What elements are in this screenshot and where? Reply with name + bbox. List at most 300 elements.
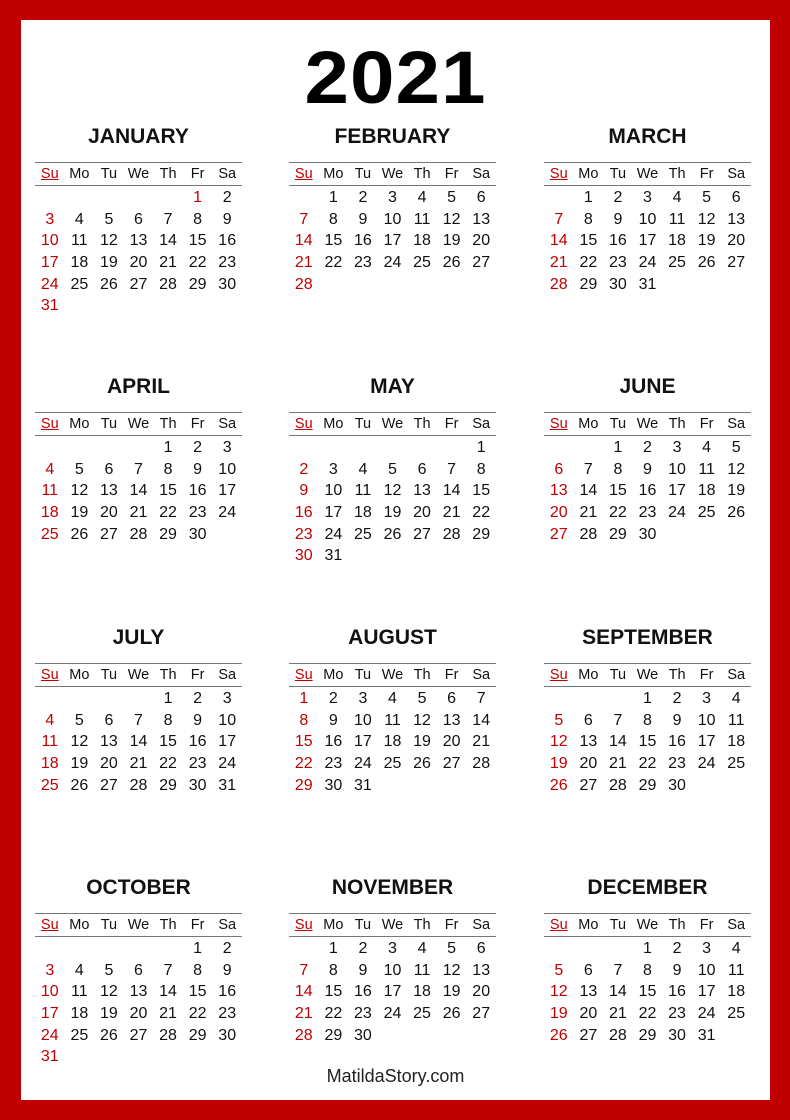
weekday-label: Fr [190, 166, 205, 182]
weekday-label: Fr [699, 416, 714, 432]
day-cell: 27 [100, 776, 118, 794]
month-title: JULY [112, 626, 165, 649]
day-cell: 15 [188, 232, 207, 250]
day-cell: 30 [638, 525, 657, 543]
day-cell: 20 [579, 1005, 598, 1023]
day-cell: 25 [668, 254, 686, 272]
day-cell: 2 [613, 189, 623, 206]
day-cell: 27 [129, 275, 148, 293]
day-cell: 15 [159, 482, 177, 500]
month-title: NOVEMBER [331, 876, 454, 899]
day-cell: 14 [472, 711, 491, 729]
day-cell: 1 [583, 189, 593, 206]
weekday-label: Tu [100, 166, 118, 182]
day-cell: 2 [672, 940, 682, 957]
day-cell: 23 [354, 254, 372, 272]
day-cell: 8 [613, 460, 623, 478]
day-cell: 30 [324, 776, 343, 794]
day-cell: 24 [40, 1026, 59, 1044]
weekday-label: Tu [609, 166, 627, 182]
day-cell: 20 [442, 733, 461, 751]
day-cell: 1 [328, 189, 338, 206]
day-cell: 6 [731, 189, 741, 206]
day-cell: 25 [354, 525, 372, 543]
weekday-header [35, 914, 242, 937]
day-cell: 28 [159, 275, 177, 293]
day-cell: 31 [697, 1026, 716, 1044]
day-cell: 3 [388, 940, 397, 957]
day-cell: 15 [579, 232, 598, 250]
day-cell: 23 [668, 1005, 686, 1023]
empty-cell [407, 437, 437, 459]
empty-cell [65, 688, 95, 710]
day-cell: 8 [328, 210, 338, 228]
day-cell: 8 [643, 961, 652, 979]
day-cell: 1 [163, 439, 173, 456]
day-cell: 8 [299, 711, 309, 729]
month-june [544, 372, 751, 545]
day-cell: 25 [727, 755, 746, 773]
day-cell: 14 [579, 482, 598, 500]
month-september [544, 623, 751, 796]
weekday-label: Sa [218, 166, 237, 182]
day-cell: 28 [294, 275, 313, 293]
weekday-label: Th [413, 667, 431, 683]
day-cell: 4 [672, 189, 682, 206]
empty-cell [94, 938, 124, 960]
day-cell: 6 [583, 711, 593, 729]
day-cell: 6 [417, 460, 427, 478]
calendar-sheet [21, 20, 770, 1100]
day-cell: 19 [727, 482, 746, 500]
day-cell: 14 [609, 733, 627, 751]
day-cell: 31 [354, 776, 372, 794]
weekday-header [35, 163, 242, 186]
month-april [35, 372, 242, 545]
day-cell: 11 [41, 733, 59, 751]
empty-cell [65, 437, 95, 459]
weekday-header [544, 163, 751, 186]
day-cell: 9 [643, 460, 652, 478]
day-cell: 27 [727, 254, 746, 272]
weekday-label: Mo [578, 166, 599, 182]
day-cell: 1 [299, 690, 309, 707]
day-cell: 26 [70, 776, 89, 794]
day-cell: 4 [417, 189, 427, 206]
month-january [35, 122, 242, 317]
day-cell: 7 [299, 961, 309, 979]
weekday-label: Tu [354, 667, 372, 683]
weekday-label: We [636, 166, 659, 182]
day-cell: 16 [218, 232, 237, 250]
day-cell: 27 [579, 1026, 598, 1044]
weekday-label: Sa [472, 667, 491, 683]
day-cell: 4 [358, 460, 368, 478]
weekday-label: We [381, 667, 404, 683]
day-cell: 5 [74, 711, 84, 729]
day-cell: 16 [294, 504, 313, 522]
day-cell: 2 [358, 189, 368, 206]
weekday-label: Mo [578, 917, 599, 933]
weekday-label: Su [40, 917, 59, 933]
day-cell: 12 [442, 961, 461, 979]
month-title: DECEMBER [587, 876, 708, 899]
day-cell: 1 [613, 439, 623, 456]
day-cell: 26 [100, 275, 118, 293]
weekday-label: We [381, 166, 404, 182]
day-cell: 19 [442, 232, 461, 250]
day-cell: 25 [727, 1005, 746, 1023]
day-cell: 1 [328, 940, 338, 957]
weekday-label: Th [668, 917, 686, 933]
day-cell: 28 [549, 275, 568, 293]
day-cell: 2 [222, 940, 232, 957]
weekday-label: Mo [323, 416, 344, 432]
weekday-label: Sa [218, 667, 237, 683]
weekday-label: We [127, 917, 150, 933]
day-cell: 26 [383, 525, 402, 543]
day-cell: 18 [383, 733, 402, 751]
month-title: MAY [370, 375, 415, 398]
day-cell: 16 [638, 482, 657, 500]
day-cell: 18 [697, 482, 716, 500]
day-cell: 11 [727, 711, 745, 729]
weekday-label: Fr [444, 416, 459, 432]
day-cell: 27 [472, 254, 491, 272]
day-cell: 6 [583, 961, 593, 979]
day-cell: 17 [40, 254, 59, 272]
month-december [544, 873, 751, 1046]
weekday-label: Th [159, 416, 177, 432]
day-cell: 27 [100, 525, 118, 543]
day-cell: 15 [324, 232, 343, 250]
weekday-label: Sa [472, 917, 491, 933]
day-cell: 12 [442, 210, 461, 228]
day-cell: 22 [638, 755, 657, 773]
empty-cell [124, 187, 154, 209]
day-cell: 24 [383, 1005, 402, 1023]
weekday-label: Mo [69, 166, 90, 182]
day-cell: 21 [129, 504, 148, 522]
day-cell: 5 [702, 189, 712, 206]
empty-cell [65, 187, 95, 209]
day-cell: 17 [697, 733, 716, 751]
day-cell: 22 [324, 1005, 343, 1023]
month-grid [289, 663, 496, 796]
day-cell: 24 [668, 504, 686, 522]
weekday-label: Tu [100, 667, 118, 683]
day-cell: 18 [727, 733, 746, 751]
day-cell: 22 [188, 1005, 207, 1023]
day-cell: 9 [672, 961, 682, 979]
day-cell: 4 [417, 940, 427, 957]
month-october [35, 873, 242, 1068]
day-cell: 4 [388, 690, 397, 707]
empty-cell [124, 938, 154, 960]
day-cell: 3 [45, 961, 55, 979]
weekday-label: We [127, 416, 150, 432]
day-cell: 18 [70, 1005, 89, 1023]
day-cell: 12 [549, 983, 568, 1001]
day-cell: 22 [609, 504, 627, 522]
empty-cell [603, 688, 633, 710]
day-cell: 4 [731, 940, 741, 957]
day-cell: 23 [638, 504, 657, 522]
day-cell: 9 [358, 210, 368, 228]
day-cell: 25 [413, 1005, 431, 1023]
month-grid [35, 663, 242, 796]
day-cell: 17 [668, 482, 686, 500]
day-cell: 20 [129, 1005, 148, 1023]
weekday-label: Mo [578, 416, 599, 432]
day-cell: 17 [40, 1005, 59, 1023]
month-title: MARCH [608, 125, 687, 148]
day-cell: 23 [668, 755, 686, 773]
day-cell: 20 [472, 232, 491, 250]
day-cell: 17 [638, 232, 657, 250]
day-cell: 10 [40, 983, 59, 1001]
day-cell: 2 [193, 439, 203, 456]
day-grid [289, 688, 496, 796]
month-november [289, 873, 496, 1046]
day-cell: 15 [159, 733, 177, 751]
day-cell: 28 [294, 1026, 313, 1044]
day-cell: 16 [668, 733, 686, 751]
day-cell: 20 [472, 983, 491, 1001]
day-cell: 30 [609, 275, 627, 293]
day-cell: 15 [638, 733, 657, 751]
day-cell: 28 [159, 1026, 177, 1044]
day-cell: 3 [388, 189, 397, 206]
weekday-header [544, 664, 751, 687]
day-cell: 18 [727, 983, 746, 1001]
day-grid [544, 688, 751, 796]
weekday-label: Sa [727, 166, 746, 182]
day-cell: 15 [609, 482, 627, 500]
day-cell: 19 [383, 504, 402, 522]
month-grid [544, 162, 751, 295]
weekday-label: Fr [444, 667, 459, 683]
day-cell: 19 [100, 1005, 118, 1023]
empty-cell [35, 688, 65, 710]
day-cell: 22 [159, 755, 177, 773]
day-cell: 3 [643, 189, 652, 206]
day-cell: 2 [299, 460, 309, 478]
day-cell: 8 [476, 460, 486, 478]
day-cell: 24 [354, 755, 372, 773]
day-cell: 16 [609, 232, 627, 250]
day-cell: 29 [609, 525, 627, 543]
day-grid [35, 187, 242, 317]
weekday-label: Tu [100, 917, 118, 933]
day-cell: 10 [668, 460, 686, 478]
day-cell: 7 [613, 961, 623, 979]
day-cell: 11 [71, 232, 88, 250]
day-cell: 28 [129, 525, 148, 543]
weekday-label: Tu [354, 917, 372, 933]
weekday-label: Th [668, 166, 686, 182]
day-cell: 12 [70, 482, 89, 500]
day-cell: 21 [609, 1005, 627, 1023]
month-title: SEPTEMBER [582, 626, 713, 649]
day-cell: 13 [100, 733, 118, 751]
day-cell: 21 [129, 755, 148, 773]
day-cell: 22 [579, 254, 598, 272]
day-cell: 6 [134, 210, 143, 228]
weekday-header [35, 664, 242, 687]
day-cell: 27 [579, 776, 598, 794]
day-cell: 14 [159, 232, 177, 250]
month-march [544, 122, 751, 295]
day-cell: 20 [413, 504, 431, 522]
weekday-label: Su [549, 166, 568, 182]
weekday-label: Th [159, 917, 177, 933]
day-cell: 17 [354, 733, 372, 751]
weekday-label: We [381, 917, 404, 933]
weekday-label: Mo [578, 667, 599, 683]
weekday-label: Tu [354, 166, 372, 182]
empty-cell [289, 187, 319, 209]
day-cell: 5 [447, 940, 457, 957]
weekday-label: Mo [323, 667, 344, 683]
day-cell: 6 [104, 711, 114, 729]
weekday-label: Sa [218, 917, 237, 933]
day-cell: 3 [45, 210, 55, 228]
weekday-label: Tu [609, 667, 627, 683]
day-cell: 20 [100, 755, 118, 773]
day-cell: 14 [129, 733, 148, 751]
day-cell: 21 [442, 504, 461, 522]
empty-cell [544, 938, 574, 960]
day-cell: 14 [609, 983, 627, 1001]
day-cell: 3 [672, 439, 682, 456]
weekday-label: Tu [354, 416, 372, 432]
day-cell: 29 [294, 776, 313, 794]
day-cell: 5 [104, 961, 114, 979]
day-cell: 7 [163, 210, 173, 228]
day-cell: 8 [583, 210, 593, 228]
weekday-label: Fr [699, 917, 714, 933]
weekday-label: Fr [190, 667, 205, 683]
day-cell: 15 [294, 733, 313, 751]
day-cell: 6 [134, 961, 143, 979]
day-cell: 9 [299, 482, 309, 500]
empty-cell [574, 437, 604, 459]
day-cell: 3 [328, 460, 338, 478]
empty-cell [544, 688, 574, 710]
day-cell: 13 [442, 711, 461, 729]
day-cell: 12 [383, 482, 402, 500]
day-cell: 21 [159, 1005, 177, 1023]
day-cell: 3 [222, 439, 232, 456]
day-cell: 11 [668, 210, 686, 228]
weekday-label: Su [549, 667, 568, 683]
day-cell: 20 [727, 232, 746, 250]
weekday-label: Tu [609, 917, 627, 933]
day-cell: 1 [193, 940, 203, 957]
day-cell: 11 [384, 711, 401, 729]
day-cell: 5 [74, 460, 84, 478]
day-cell: 29 [324, 1026, 343, 1044]
day-cell: 4 [74, 210, 84, 228]
day-cell: 30 [218, 275, 237, 293]
day-cell: 10 [697, 961, 716, 979]
weekday-label: Su [40, 667, 59, 683]
day-cell: 19 [697, 232, 716, 250]
day-cell: 10 [40, 232, 59, 250]
day-cell: 10 [324, 482, 343, 500]
day-cell: 18 [413, 983, 431, 1001]
empty-cell [603, 938, 633, 960]
day-cell: 24 [638, 254, 657, 272]
day-cell: 26 [442, 254, 461, 272]
day-cell: 1 [643, 940, 652, 957]
day-cell: 11 [41, 482, 59, 500]
day-cell: 13 [472, 210, 491, 228]
day-cell: 28 [442, 525, 461, 543]
day-cell: 2 [328, 690, 338, 707]
day-cell: 19 [442, 983, 461, 1001]
day-cell: 16 [188, 733, 207, 751]
day-cell: 19 [413, 733, 431, 751]
day-cell: 8 [193, 961, 203, 979]
empty-cell [348, 437, 378, 459]
day-cell: 6 [447, 690, 457, 707]
month-grid [544, 412, 751, 545]
day-cell: 12 [100, 983, 118, 1001]
day-cell: 6 [104, 460, 114, 478]
day-cell: 11 [71, 983, 88, 1001]
day-cell: 10 [383, 210, 402, 228]
day-cell: 11 [727, 961, 745, 979]
day-cell: 14 [159, 983, 177, 1001]
day-cell: 13 [727, 210, 746, 228]
day-cell: 30 [218, 1026, 237, 1044]
day-cell: 31 [638, 275, 657, 293]
day-cell: 29 [579, 275, 598, 293]
weekday-label: Fr [699, 166, 714, 182]
day-cell: 7 [134, 711, 143, 729]
day-cell: 25 [413, 254, 431, 272]
day-cell: 25 [70, 275, 89, 293]
day-cell: 27 [129, 1026, 148, 1044]
day-cell: 25 [40, 525, 59, 543]
empty-cell [124, 437, 154, 459]
weekday-label: Mo [323, 917, 344, 933]
day-cell: 31 [324, 547, 343, 565]
weekday-label: Th [159, 667, 177, 683]
day-cell: 3 [222, 690, 232, 707]
empty-cell [544, 437, 574, 459]
day-cell: 5 [554, 711, 564, 729]
day-cell: 21 [579, 504, 598, 522]
weekday-label: Su [294, 416, 313, 432]
day-cell: 21 [159, 254, 177, 272]
month-february [289, 122, 496, 295]
month-may [289, 372, 496, 567]
day-cell: 21 [294, 254, 313, 272]
empty-cell [574, 938, 604, 960]
day-cell: 29 [188, 1026, 207, 1044]
empty-cell [378, 437, 408, 459]
day-cell: 12 [100, 232, 118, 250]
empty-cell [94, 187, 124, 209]
weekday-label: Sa [218, 416, 237, 432]
day-cell: 27 [442, 755, 461, 773]
day-cell: 15 [638, 983, 657, 1001]
day-cell: 7 [583, 460, 593, 478]
day-grid [544, 187, 751, 295]
